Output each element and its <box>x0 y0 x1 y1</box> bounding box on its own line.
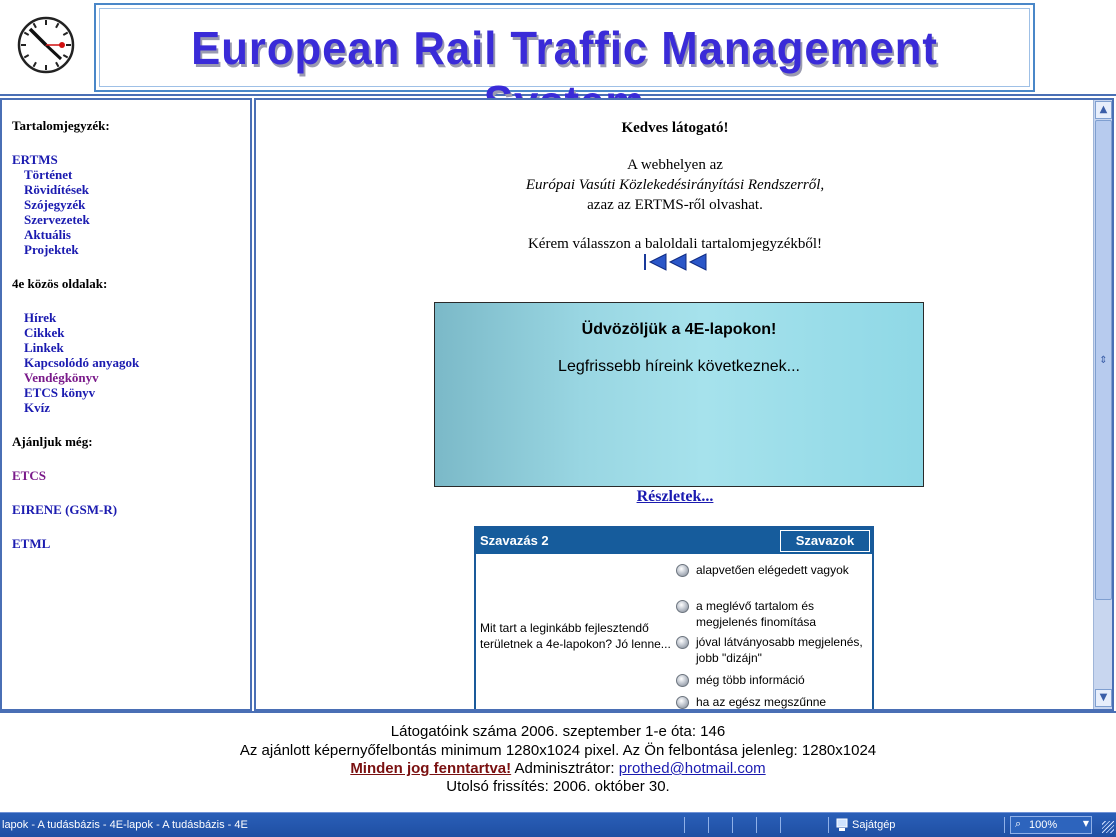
banner-title: European Rail Traffic Management <box>191 22 938 74</box>
radio-button[interactable] <box>676 564 689 577</box>
intro-line-3: azaz az ERTMS-ről olvashat. <box>587 197 763 213</box>
radio-button[interactable] <box>676 674 689 687</box>
page-header <box>0 0 1116 96</box>
nav-link-cikkek[interactable]: Cikkek <box>24 325 65 340</box>
main-content <box>254 98 1114 711</box>
zoom-control[interactable] <box>1010 816 1092 834</box>
left-arrows-icon <box>644 252 714 272</box>
intro-line-4: Kérem válasszon a baloldali tartalomjegyzékből! <box>527 236 823 252</box>
nav-link-eirene[interactable]: EIRENE (GSM-R) <box>12 502 118 517</box>
radio-button[interactable] <box>676 696 689 709</box>
nav-link-kapcsolodo[interactable]: Kapcsolódó anyagok <box>24 355 140 370</box>
radio-button[interactable] <box>676 636 689 649</box>
nav-link-aktualis[interactable]: Aktuális <box>24 227 71 242</box>
common-pages-heading: 4e közös oldalak: <box>12 276 108 291</box>
welcome-heading: Kedves látogató! <box>621 120 729 136</box>
chevron-down-icon[interactable]: ▼ <box>1082 819 1089 828</box>
security-zone-label: Sajátgép <box>852 819 896 831</box>
intro-line-2: Európai Vasúti Közlekedésirányítási Rendszerről, <box>525 177 825 193</box>
rights-link[interactable]: Minden jog fenntartva! <box>350 760 512 777</box>
nav-link-kviz[interactable]: Kvíz <box>24 400 50 415</box>
news-subtitle: Legfrissebb híreink következnek... <box>558 358 800 375</box>
poll-header <box>476 528 872 554</box>
visitor-count: 146 <box>700 723 726 740</box>
poll-option[interactable]: jóval látványosabb megjelenés, jobb "dizájn" <box>696 634 866 666</box>
nav-link-tortenet[interactable]: Történet <box>24 167 73 182</box>
zoom-level: 100% <box>1029 819 1058 831</box>
nav-link-etcs-konyv[interactable]: ETCS könyv <box>24 385 96 400</box>
nav-link-etcs[interactable]: ETCS <box>12 468 46 483</box>
poll-widget <box>474 526 874 711</box>
page-footer <box>0 711 1116 810</box>
poll-option[interactable]: ha az egész megszűnne <box>696 694 866 710</box>
intro-line-1: A webhelyen az <box>627 157 723 173</box>
radio-button[interactable] <box>676 600 689 613</box>
banner <box>94 3 1035 92</box>
admin-email-link[interactable]: prothed@hotmail.com <box>618 760 766 777</box>
poll-option[interactable]: a meglévő tartalom és megjelenés finomítása <box>696 598 866 630</box>
rights-line <box>0 760 1116 777</box>
magnifier-icon: ⌕ <box>1015 818 1022 830</box>
scroll-down-button[interactable]: ▼ <box>1095 689 1112 707</box>
status-text: lapok - A tudásbázis - 4E-lapok - A tudásbázis - 4E <box>2 819 248 831</box>
nav-link-linkek[interactable]: Linkek <box>24 340 64 355</box>
computer-zone-icon <box>836 818 848 832</box>
vertical-scrollbar[interactable] <box>1093 100 1112 709</box>
nav-link-roviditesek[interactable]: Rövidítések <box>24 182 89 197</box>
admin-label: Adminisztrátor: <box>511 760 619 777</box>
recommend-heading: Ajánljuk még: <box>12 434 93 449</box>
resize-grip-icon[interactable] <box>1102 821 1114 833</box>
poll-title: Szavazás 2 <box>480 533 549 548</box>
nav-link-szojegyzek[interactable]: Szójegyzék <box>24 197 86 212</box>
resolution-note: Az ajánlott képernyőfelbontás minimum 1280x1024 pixel. Az Ön felbontása jelenleg: 1280x1024 <box>239 742 877 759</box>
nav-link-etml[interactable]: ETML <box>12 536 51 551</box>
nav-link-szervezetek[interactable]: Szervezetek <box>24 212 90 227</box>
vote-button[interactable]: Szavazok <box>780 530 870 552</box>
details-link[interactable]: Részletek... <box>636 488 714 505</box>
station-clock-icon <box>16 15 76 75</box>
last-updated: Utolsó frissítés: 2006. október 30. <box>446 778 670 795</box>
news-banner <box>434 302 924 487</box>
scroll-up-button[interactable]: ▲ <box>1095 101 1112 119</box>
grip-icon: ⇕ <box>1099 355 1108 366</box>
browser-status-bar <box>0 812 1116 837</box>
nav-link-ertms[interactable]: ERTMS <box>12 152 58 167</box>
toc-heading: Tartalomjegyzék: <box>12 118 110 133</box>
poll-question: Mit tart a leginkább fejlesztendő területnek a 4e-lapokon? Jó lenne... <box>480 621 671 651</box>
nav-link-projektek[interactable]: Projektek <box>24 242 79 257</box>
news-title: Üdvözöljük a 4E-lapokon! <box>581 321 777 338</box>
nav-link-hirek[interactable]: Hírek <box>24 310 57 325</box>
poll-option[interactable]: még több információ <box>696 672 866 688</box>
left-navigation <box>0 98 252 711</box>
visitor-counter: Látogatóink száma 2006. szeptember 1-e óta: 146 <box>390 723 726 740</box>
scroll-thumb[interactable] <box>1095 120 1112 600</box>
poll-option[interactable]: alapvetően elégedett vagyok <box>696 562 866 578</box>
nav-link-vendegkonyv[interactable]: Vendégkönyv <box>24 370 99 385</box>
